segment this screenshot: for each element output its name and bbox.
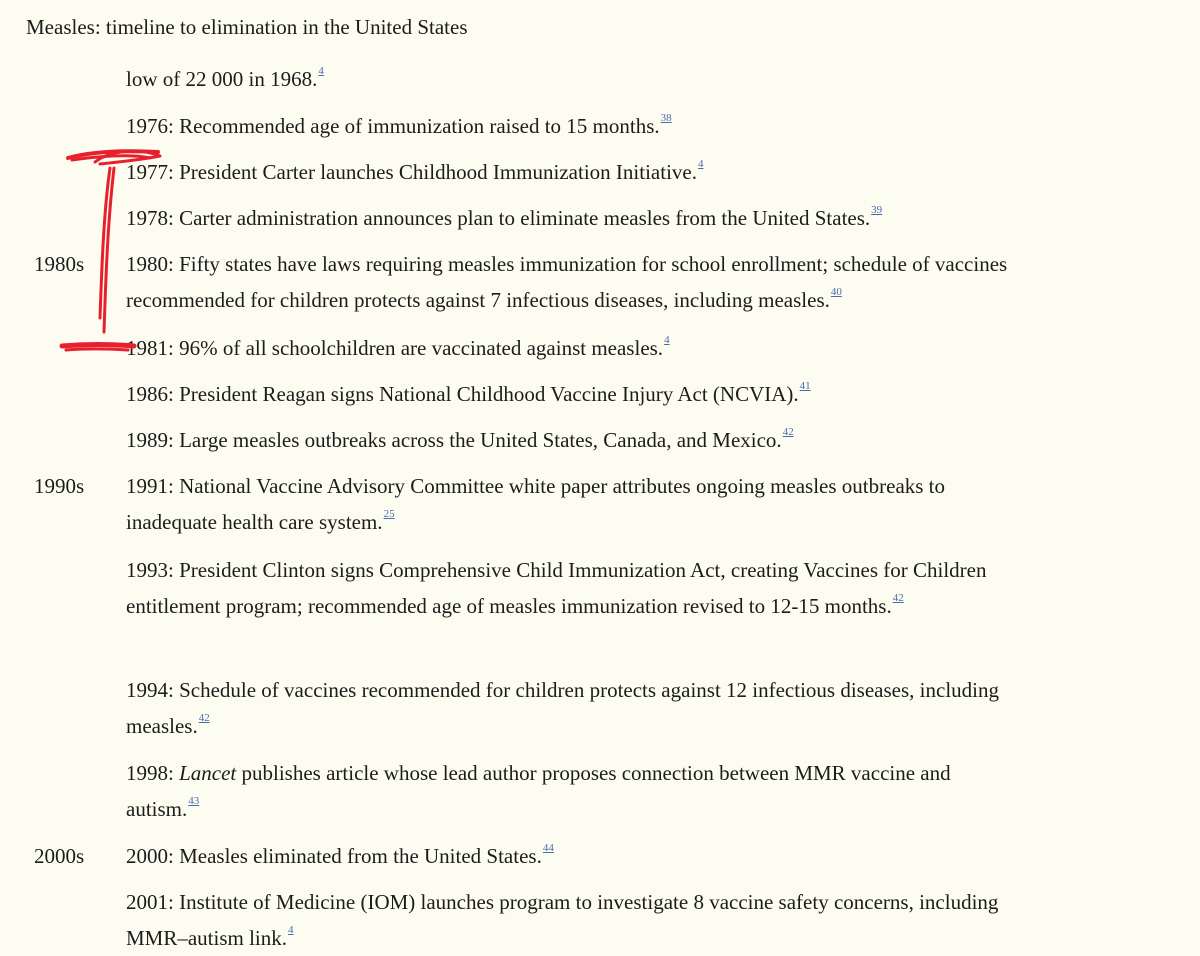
decade-label-1990s: 1990s (34, 474, 85, 498)
page-title: Measles: timeline to elimination in the United States (26, 15, 468, 39)
citation-link[interactable]: 40 (830, 286, 842, 298)
citation-link[interactable]: 42 (782, 426, 794, 438)
timeline-entry: 1989: Large measles outbreaks across the United States, Canada, and Mexico.$^{42}$ (126, 426, 794, 452)
timeline-entry: 1980: Fifty states have laws requiring measles immunization for school enrollment; schedule of vaccines recommended for children protects against 7 infectious diseases, including measles.$^{40}$ (126, 252, 1008, 312)
timeline-entry: 1981: 96% of all schoolchildren are vaccinated against measles.$^4$ (126, 334, 670, 360)
citation-link[interactable]: 39 (871, 204, 883, 216)
decade-label-1980s: 1980s (34, 252, 85, 276)
timeline-entry: 1994: Schedule of vaccines recommended for children protects against 12 infectious diseases, including measles.$^{42}$ (126, 678, 999, 738)
citation-link[interactable]: 4 (697, 158, 704, 170)
timeline-entry: low of 22 000 in 1968.$^4$ (126, 65, 324, 91)
citation-link[interactable]: 42 (198, 712, 210, 724)
citation-link[interactable]: 43 (188, 795, 200, 807)
timeline-entry: 1991: National Vaccine Advisory Committee white paper attributes ongoing measles outbreaks to inadequate health care system.$^{25}$ (126, 474, 946, 534)
timeline-entry: 1978: Carter administration announces plan to eliminate measles from the United States.$^{39}$ (126, 204, 883, 230)
timeline-entry: 1976: Recommended age of immunization raised to 15 months.$^{38}$ (126, 112, 672, 138)
timeline-entry: 1977: President Carter launches Childhood Immunization Initiative.$^4$ (126, 158, 704, 184)
citation-link[interactable]: 44 (542, 842, 554, 854)
decade-label-2000s: 2000s (34, 844, 85, 868)
citation-link[interactable]: 4 (664, 334, 670, 346)
timeline-entry: 1998: Lancet publishes article whose lead author proposes connection between MMR vaccine and autism.$^{43}$ (126, 761, 951, 821)
citation-link[interactable]: 4 (318, 65, 324, 77)
timeline-entry: 2001: Institute of Medicine (IOM) launches program to investigate 8 vaccine safety concerns, including MMR–autism link.$^4$ (126, 890, 999, 950)
timeline-entry: 1993: President Clinton signs Comprehensive Child Immunization Act, creating Vaccines for Children entitlement program; recommended age of measles immunization revised to 12-15 months.$^{42}$ (126, 558, 987, 618)
citation-link[interactable]: 25 (383, 508, 395, 520)
timeline-entry: 2000: Measles eliminated from the United States.$^{44}$ (126, 842, 554, 868)
citation-link[interactable]: 42 (892, 592, 904, 604)
citation-link[interactable]: 41 (799, 380, 811, 392)
journal-title: Lancet (179, 761, 237, 785)
citation-link[interactable]: 4 (288, 924, 294, 936)
citation-link[interactable]: 38 (660, 112, 672, 124)
timeline-entry: 1986: President Reagan signs National Childhood Vaccine Injury Act (NCVIA).$^{41}$ (126, 380, 811, 406)
